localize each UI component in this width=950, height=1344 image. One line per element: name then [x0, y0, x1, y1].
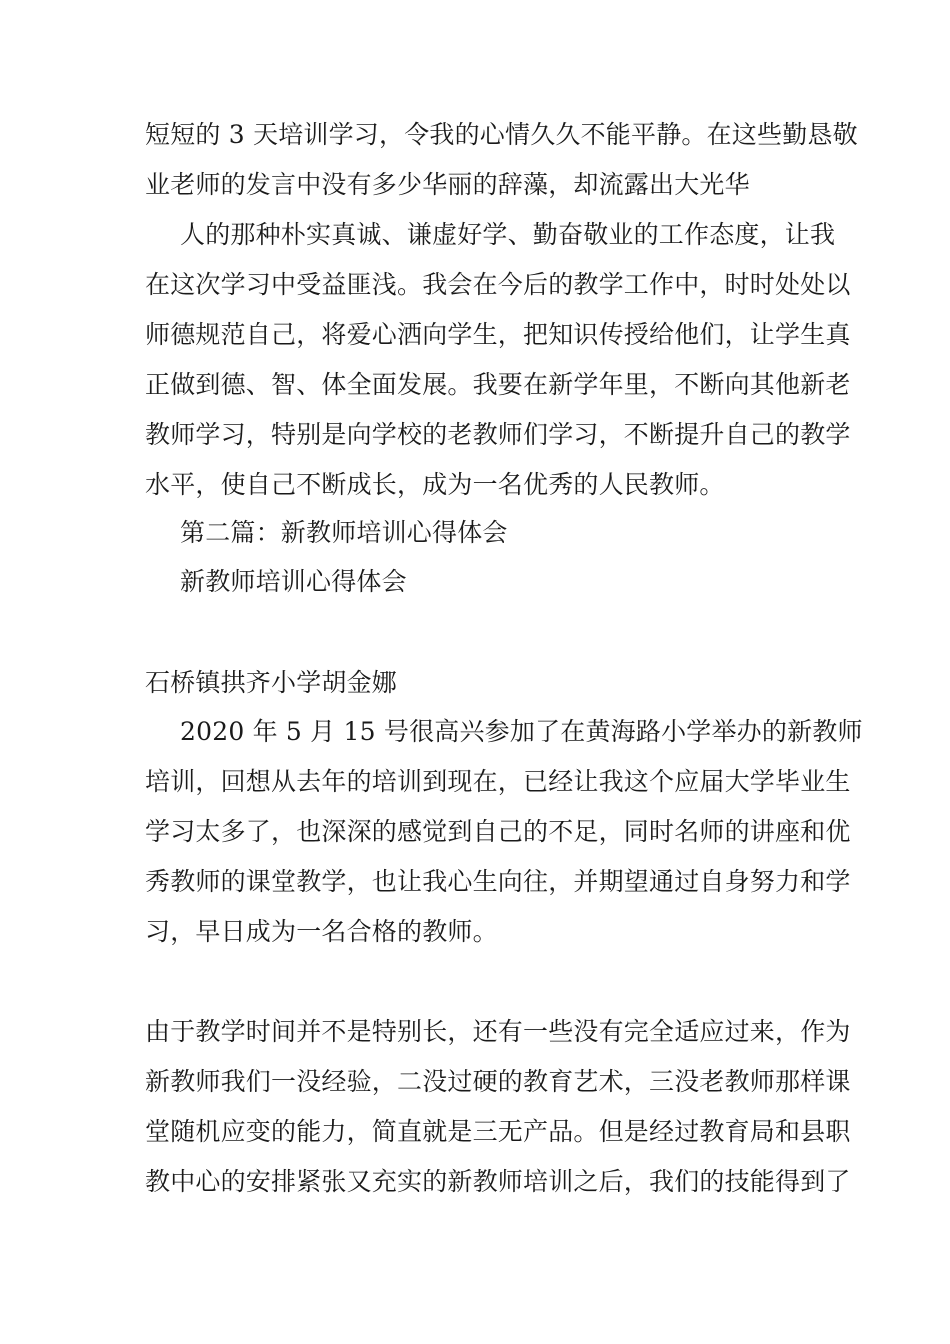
paragraph-line: 在这次学习中受益匪浅。我会在今后的教学工作中，时时处处以 — [145, 270, 851, 299]
article-title: 新教师培训心得体会 — [180, 567, 407, 596]
paragraph-line: 教中心的安排紧张又充实的新教师培训之后，我们的技能得到了 — [145, 1167, 851, 1196]
paragraph-line: 培训，回想从去年的培训到现在，已经让我这个应届大学毕业生 — [145, 767, 851, 796]
paragraph-line: 秀教师的课堂教学，也让我心生向往，并期望通过自身努力和学 — [145, 867, 851, 896]
paragraph-line: 堂随机应变的能力，简直就是三无产品。但是经过教育局和县职 — [145, 1117, 851, 1146]
paragraph-line: 习，早日成为一名合格的教师。 — [145, 917, 498, 946]
paragraph-line: 师德规范自己，将爱心洒向学生，把知识传授给他们，让学生真 — [145, 320, 851, 349]
paragraph-line: 教师学习，特别是向学校的老教师们学习，不断提升自己的教学 — [145, 420, 851, 449]
paragraph-line: 人的那种朴实真诚、谦虚好学、勤奋敬业的工作态度，让我 — [180, 220, 836, 249]
paragraph-line: 2020 年 5 月 15 号很高兴参加了在黄海路小学举办的新教师 — [180, 717, 863, 746]
paragraph-line: 新教师我们一没经验，二没过硬的教育艺术，三没老教师那样课 — [145, 1067, 851, 1096]
paragraph-line: 短短的 3 天培训学习，令我的心情久久不能平静。在这些勤恳敬 — [145, 120, 858, 149]
paragraph-line: 业老师的发言中没有多少华丽的辞藻，却流露出大光华 — [145, 170, 750, 199]
author-line: 石桥镇拱齐小学胡金娜 — [145, 668, 398, 697]
paragraph-line: 由于教学时间并不是特别长，还有一些没有完全适应过来，作为 — [145, 1017, 851, 1046]
paragraph-line: 学习太多了，也深深的感觉到自己的不足，同时名师的讲座和优 — [145, 817, 851, 846]
paragraph-line: 正做到德、智、体全面发展。我要在新学年里，不断向其他新老 — [145, 370, 851, 399]
paragraph-line: 水平，使自己不断成长，成为一名优秀的人民教师。 — [145, 470, 725, 499]
section-heading: 第二篇：新教师培训心得体会 — [180, 518, 508, 547]
